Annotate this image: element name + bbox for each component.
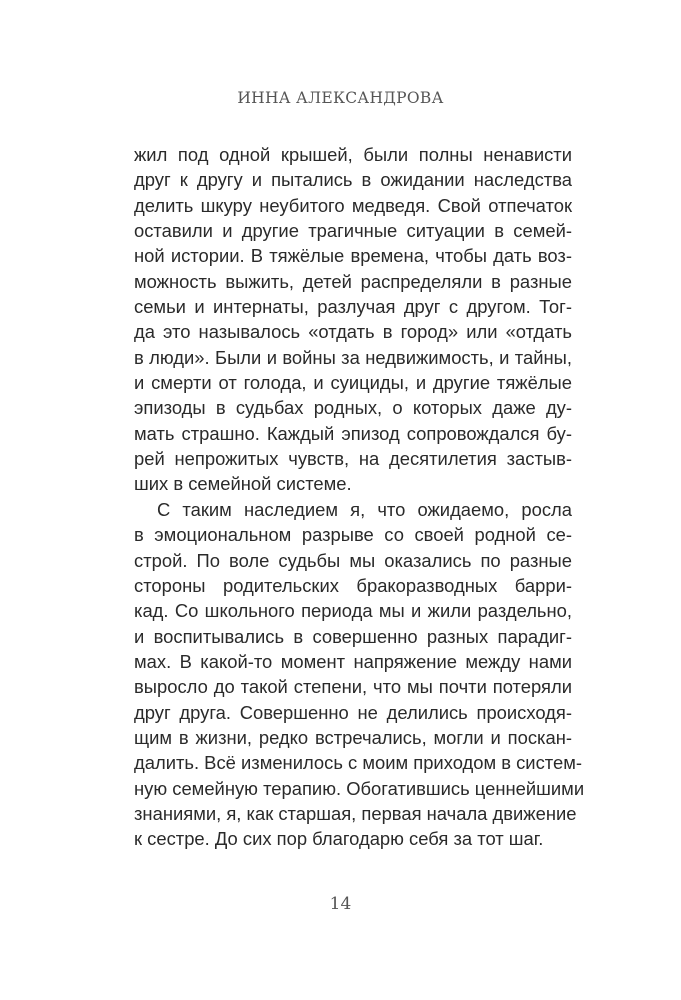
text-line: строй. По воле судьбы мы оказались по разные [134,549,572,571]
text-line: и смерти от голода, и суициды, и другие тяжёлые [134,372,572,394]
text-line: делить шкуру неубитого медведя. Свой отпечаток [134,194,572,216]
text-line: к сестре. До сих пор благодарю себя за тот шаг. [134,828,544,850]
text-line: мах. В какой-то момент напряжение между нами [134,650,572,672]
page-number: 14 [329,894,352,914]
text-line: друг к другу и пытались в ожидании наследства [134,169,572,191]
text-line: эпизоды в судьбах родных, о которых даже ду- [134,397,572,419]
text-line: друг друга. Совершенно не делились происходя- [134,701,572,723]
text-line: ших в семейной системе. [134,473,352,495]
paragraph-1 [134,142,572,497]
text-line: выросло до такой степени, что мы почти потеряли [134,676,572,698]
text-line: щим в жизни, редко встречались, могли и поскан- [134,726,572,748]
text-line: оставили и другие трагичные ситуации в семей- [134,220,572,242]
body-text [134,142,585,852]
text-line: можность выжить, детей распределяли в разные [134,270,572,292]
text-line: да это называлось «отдать в город» или «отдать [134,321,572,343]
text-line: далить. Всё изменилось с моим приходом в систем- [134,752,582,774]
text-line: ной истории. В тяжёлые времена, чтобы дать воз- [134,245,572,267]
text-line: знаниями, я, как старшая, первая начала движение [134,802,577,824]
running-head-author: ИННА АЛЕКСАНДРОВА [237,89,444,107]
text-line: ную семейную терапию. Обогатившись ценнейшими [134,777,585,799]
paragraph-2 [134,497,585,852]
text-line: С таким наследием я, что ожидаемо, росла [157,498,572,520]
text-line: в эмоциональном разрыве со своей родной се- [134,524,572,546]
text-line: жил под одной крышей, были полны ненависти [134,144,572,165]
text-line: семьи и интернаты, разлучая друг с другом. Тог- [134,296,572,318]
text-line: кад. Со школьного периода мы и жили раздельно, [134,600,572,622]
text-line: и воспитывались в совершенно разных парадиг- [134,625,572,647]
text-line: в люди». Были и войны за недвижимость, и тайны, [134,346,572,368]
text-line: мать страшно. Каждый эпизод сопровождался бу- [134,422,572,444]
text-line: стороны родительских бракоразводных барри- [134,574,572,596]
text-line: рей непрожитых чувств, на десятилетия застыв- [134,448,572,470]
